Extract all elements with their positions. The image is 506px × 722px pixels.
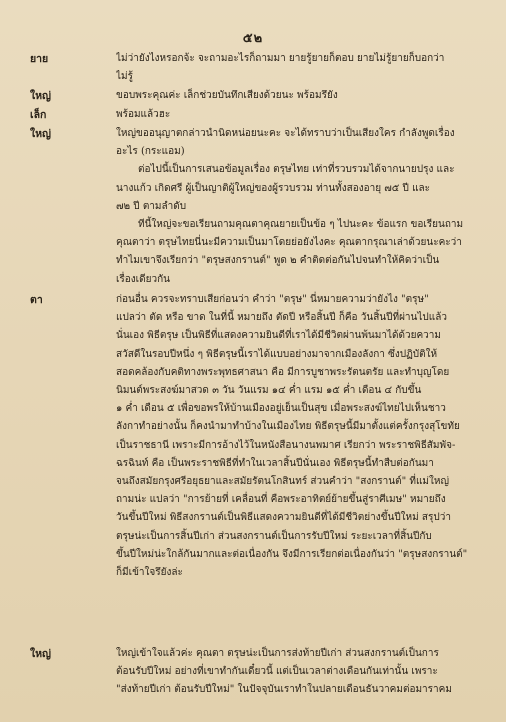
page-number: ๕๒ (242, 31, 264, 46)
dialogue-text (116, 50, 488, 86)
text-line: สวัสดีในรอบปีหนึ่ง ๆ พิธีตรุษนี้เราได้แบบอย่างมาจากเมืองลังกา ซึ่งปฏิบัติให้ (116, 348, 438, 360)
text-line: ขึ้นปีใหม่น่ะใกล้กันมากและต่อเนื่องกัน จึงมีการเรียกต่อเนื่องกันว่า "ตรุษสงกรานต์" (116, 548, 468, 560)
text-line: ๑ ค่ำ เดือน ๕ เพื่อขอพรให้บ้านเมืองอยู่เย็นเป็นสุข เมื่อพระสงฆ์ไทยไปเห็นชาว (116, 403, 446, 415)
text-line: ใหญ่เข้าใจแล้วค่ะ คุณตา ตรุษน่ะเป็นการส่งท้ายปีเก่า ส่วนสงกรานต์เป็นการ (116, 648, 439, 659)
text-line: วันขึ้นปีใหม่ พิธีสงกรานต์เป็นพิธีแสดงความยินดีที่ได้มีชีวิตย่างขึ้นปีใหม่ สรุปว่า (116, 512, 451, 524)
text-line: ฉรฉินท์ คือ เป็นพระราชพิธีที่ทำในเวลาสิ้นปีนั่นเอง พิธีตรุษนี้ทำสืบต่อกันมา (116, 457, 434, 469)
dialogue-text (116, 87, 488, 105)
text-line: จนถึงสมัยกรุงศรีอยุธยาและสมัยรัตนโกสินทร์ ส่วนคำว่า "สงกรานต์" ที่แม่ใหญ่ (116, 476, 449, 488)
text-line: ถามน่ะ แปลว่า "การย้ายที่ เคลื่อนที่ คือพระอาทิตย์ย้ายขึ้นสู่ราศีเมษ" หมายถึง (116, 494, 446, 506)
speaker-label: เล็ก (30, 109, 47, 121)
text-line: ไม่รู้ (116, 71, 133, 83)
text-line: นิมนต์พระสงฆ์มาสวด ๓ วัน วันแรม ๑๔ ค่ำ แรม ๑๕ ค่ำ เดือน ๔ กับขึ้น (116, 385, 422, 397)
text-line: ๗๒ ปี ตามลำดับ (116, 200, 187, 212)
text-line: สอดคล้องกับคติทางพระพุทธศาสนา คือ มีการบูชาพระรัตนตรัย และทำบุญโดย (116, 366, 450, 378)
speaker-label: ใหญ่ (30, 90, 51, 102)
speaker-label: ตา (30, 294, 43, 306)
text-line: เรื่องเดียวกัน (116, 273, 170, 285)
text-line: ต่อไปนี้เป็นการเสนอข้อมูลเรื่อง ตรุษไทย เท่าที่รวบรวมได้จากนายปรุง และ (138, 164, 455, 176)
text-line: ลังกาทำอย่างนั้น ก็คงนำมาทำบ้างในเมืองไทย พิธีตรุษนี้มีมาตั้งแต่ครั้งกรุงสุโขทัย (116, 421, 460, 433)
dialogue-text (116, 106, 488, 124)
text-line: นั่นเอง พิธีตรุษ เป็นพิธีที่แสดงความยินดีที่เราได้มีชีวิตผ่านพ้นมาได้ด้วยความ (116, 330, 441, 342)
text-line: นางแก้ว เกิดศรี ผู้เป็นญาติผู้ใหญ่ของผู้รวบรวม ท่านทั้งสองอายุ ๗๕ ปี และ (116, 182, 431, 194)
dialogue-text (116, 291, 488, 582)
text-line: ก็มีเข้าใจรึยังล่ะ (116, 567, 183, 579)
text-line: ทำไมเขาจึงเรียกว่า "ตรุษสงกรานต์" พูด ๒ คำติดต่อกันไปจนทำให้คิดว่าเป็น (116, 255, 440, 267)
text-line: แปลว่า ตัด หรือ ขาด ในที่นี้ หมายถึง ตัดปี หรือสิ้นปี ก็คือ วันสิ้นปีที่ผ่านไปแล้ว (116, 312, 447, 324)
speaker-label: ยาย (30, 53, 49, 65)
speaker-label: ใหญ่ (30, 128, 51, 140)
text-line: ทีนี้ใหญ่จะขอเรียนถามคุณตาคุณยายเป็นข้อ ๆ ไปนะคะ ข้อแรก ขอเรียนถาม (138, 219, 464, 231)
text-line: ต้อนรับปีใหม่ อย่างที่เขาทำกันเดี๋ยวนี้ แต่เป็นเวลาต่างเดือนกันเท่านั้น เพราะ (116, 666, 438, 678)
dialogue-text (116, 645, 488, 700)
text-line: คุณตาว่า ตรุษไทยนี่นะมีความเป็นมาโดยย่อยังไงคะ คุณตากรุณาเล่าด้วยนะคะว่า (116, 237, 462, 249)
speaker-label: ใหญ่ (30, 648, 51, 660)
text-line: อะไร (กระแอม) (116, 146, 185, 158)
text-line: พร้อมแล้วฮะ (116, 109, 171, 120)
text-line: ไม่ว่ายังไงหรอกจ้ะ จะถามอะไรก็ถามมา ยายรู้ยายก็ตอบ ยายไม่รู้ยายก็บอกว่า (116, 53, 445, 64)
text-line: ใหญ่ขออนุญาตกล่าวนำนิดหน่อยนะคะ จะได้ทราบว่าเป็นเสียงใคร กำลังพูดเรื่อง (116, 128, 455, 139)
dialogue-text (116, 125, 488, 289)
text-line: เป็นราชธานี เพราะมีการอ้างไว้ในหนังสือนางนพมาศ เรียกว่า พระราชพิธีสัมพัจ- (116, 439, 456, 451)
text-line: ตรุษน่ะเป็นการสิ้นปีเก่า ส่วนสงกรานต์เป็นการรับปีใหม่ ระยะเวลาที่สิ้นปีกับ (116, 530, 432, 542)
text-line: ขอบพระคุณค่ะ เล็กช่วยบันทึกเสียงด้วยนะ พร้อมรึยัง (116, 90, 338, 101)
text-line: "ส่งท้ายปีเก่า ต้อนรับปีใหม่" ในปัจจุบันเราทำในปลายเดือนธันวาคมต่อมาราคม (116, 684, 452, 696)
text-line: ก่อนอื่น ควรจะทราบเสียก่อนว่า คำว่า "ตรุษ" นี่หมายความว่ายังไง "ตรุษ" (116, 294, 429, 305)
